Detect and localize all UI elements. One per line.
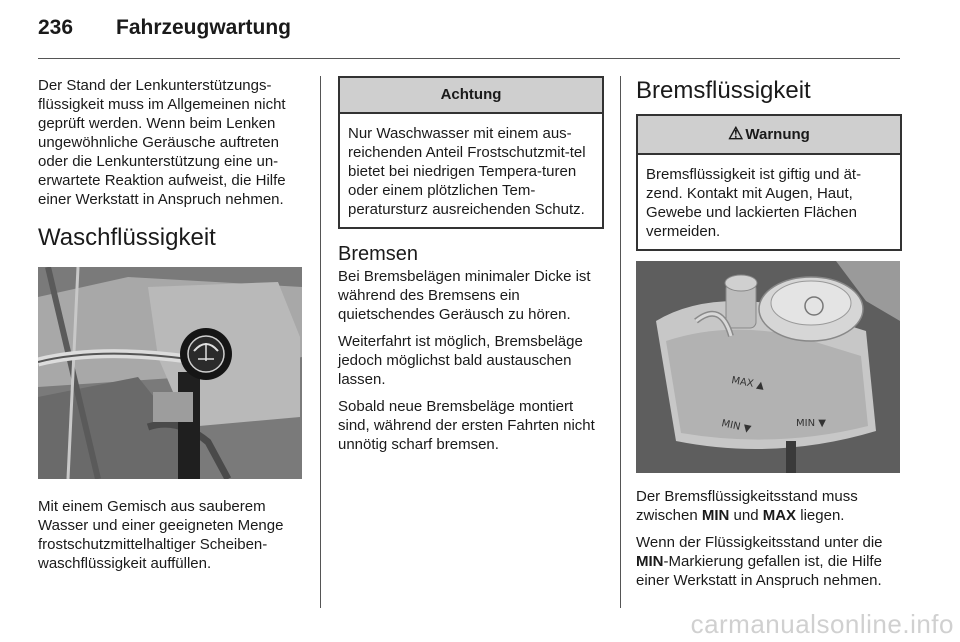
- caution-title: Achtung: [340, 78, 602, 114]
- washer-fluid-heading: Waschflüssigkeit: [38, 224, 216, 251]
- column-separator: [320, 76, 321, 608]
- min-mark-label-right: MIN ▼: [796, 418, 826, 429]
- brakes-heading: Bremsen: [338, 243, 419, 265]
- washer-fluid-caption: Mit einem Gemisch aus sauberem Wasser und einer geeigneten Menge frostschutzmittelhaltiger Scheiben-waschflüssigkeit auffüllen.: [38, 498, 284, 572]
- warning-box: [636, 114, 902, 251]
- brake-fluid-low-paragraph: [636, 533, 902, 590]
- watermark: carmanualsonline.info: [690, 609, 954, 639]
- brakes-paragraph-1: Bei Bremsbelägen minimaler Dicke ist während des Bremsens ein quietschendes Geräusch zu hören.: [338, 268, 591, 323]
- max-mark-label: MAX ▲: [730, 375, 766, 392]
- max-keyword: MAX: [762, 507, 797, 524]
- warning-title: Warnung: [745, 126, 810, 143]
- brakes-paragraph-2: Weiterfahrt ist möglich, Bremsbeläge jedoch möglichst bald austauschen lassen.: [338, 333, 583, 388]
- column-middle: [338, 76, 604, 462]
- column-left: [38, 76, 306, 581]
- warning-text: Bremsflüssigkeit ist giftig und ät-zend. Kontakt mit Augen, Haut, Gewebe und lackierten Flächen vermeiden.: [646, 166, 862, 240]
- header-rule: [38, 58, 900, 59]
- text-run: und: [729, 507, 763, 524]
- page-title: Fahrzeugwartung: [116, 16, 292, 39]
- brake-fluid-reservoir-photo: [636, 261, 900, 473]
- page-number: 236: [38, 16, 74, 39]
- min-keyword: MIN: [701, 507, 730, 524]
- caution-box: [338, 76, 604, 229]
- washer-reservoir-photo: [38, 267, 302, 479]
- warning-header: [638, 116, 900, 155]
- text-run: liegen.: [796, 507, 845, 524]
- warning-triangle-icon: ⚠: [728, 124, 744, 143]
- column-right: [636, 76, 902, 598]
- page-header: [38, 16, 291, 40]
- text-run: Der Bremsflüssigkeitsstand muss zwischen: [636, 488, 858, 524]
- brake-fluid-heading: Bremsflüssigkeit: [636, 77, 811, 104]
- text-run: Wenn der Flüssigkeitsstand unter die: [636, 534, 883, 551]
- min-keyword: MIN: [636, 553, 664, 570]
- text-run: -Markierung gefallen ist, die Hilfe einer Werkstatt in Anspruch nehmen.: [636, 553, 882, 589]
- caution-text: Nur Waschwasser mit einem aus-reichenden Anteil Frostschutzmit-tel bietet bei niedrigen Tempera-turen oder einem plötzlichen Tem-peratursturz ausreichenden Schutz.: [348, 125, 586, 218]
- brake-fluid-level-paragraph: [636, 487, 902, 525]
- steering-fluid-paragraph: Der Stand der Lenkunterstützungs-flüssigkeit muss im Allgemeinen nicht geprüft werden. Wenn beim Lenken ungewöhnliche Geräusche auftreten oder die Lenkunterstützung eine un-erwartete Reaktion aufweist, die Hilfe einer Werkstatt in Anspruch nehmen.: [38, 77, 286, 208]
- brakes-paragraph-3: Sobald neue Bremsbeläge montiert sind, während der ersten Fahrten nicht unnötig scharf bremsen.: [338, 398, 595, 453]
- min-mark-label-left: MIN ▼: [720, 418, 752, 436]
- column-separator: [620, 76, 621, 608]
